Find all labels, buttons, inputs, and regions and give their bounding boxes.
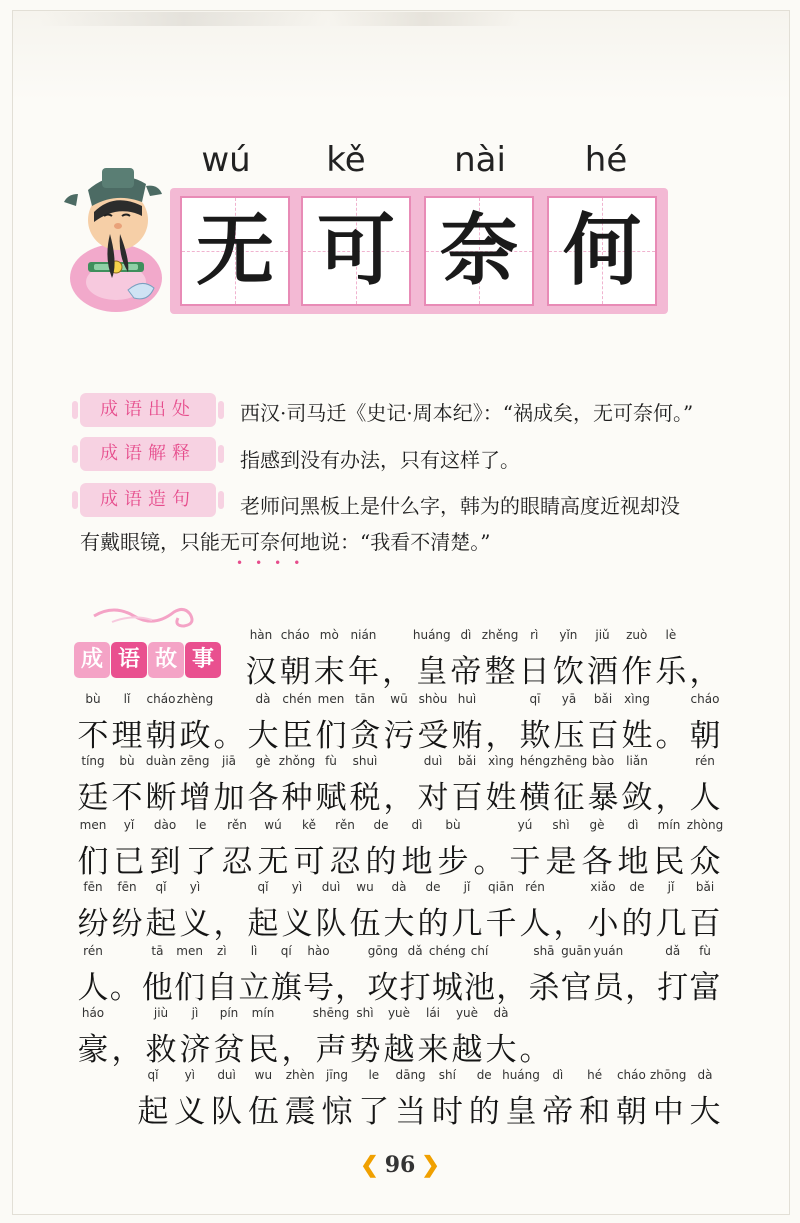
story-char: 暴 xyxy=(587,780,619,816)
story-pinyin: rěn xyxy=(227,818,247,832)
story-pinyin: bù xyxy=(85,692,101,706)
story-char: 惊 xyxy=(321,1094,353,1130)
story-pinyin: yā xyxy=(561,692,577,706)
story-pinyin: wú xyxy=(264,818,282,832)
story-char: 的 xyxy=(365,844,397,880)
story-char: 于 xyxy=(509,844,541,880)
story-pinyin: dà xyxy=(493,1006,509,1020)
story-tag-char: 故 xyxy=(148,642,184,678)
example-text-line-1: 老师问黑板上是什么字，韩为的眼睛高度近视却没 xyxy=(240,494,680,518)
story-char: 百 xyxy=(451,780,483,816)
story-pinyin: qǐ xyxy=(257,880,269,894)
story-tag-char: 事 xyxy=(185,642,221,678)
story-char: 人 xyxy=(519,906,551,942)
story-char: 越 xyxy=(451,1032,483,1068)
story-char: 队 xyxy=(211,1094,243,1130)
story-pinyin: fēn xyxy=(83,880,103,894)
title-pinyin-2: kě xyxy=(326,140,366,180)
story-char: 日 xyxy=(518,654,550,690)
story-pinyin: chí xyxy=(470,944,489,958)
story-pinyin: zhǒng xyxy=(278,754,316,768)
story-char: 到 xyxy=(149,844,181,880)
story-char: 攻 xyxy=(367,970,399,1006)
story-char: ， xyxy=(485,718,517,754)
story-char: 民 xyxy=(653,844,685,880)
story-pinyin: hé xyxy=(587,1068,603,1082)
emphasis-dots: •••• xyxy=(236,556,313,570)
story-pinyin: jiǔ xyxy=(595,628,610,642)
story-pinyin: le xyxy=(368,1068,380,1082)
story-char: 官 xyxy=(560,970,592,1006)
story-char: 人 xyxy=(77,970,109,1006)
story-pinyin: liǎn xyxy=(626,754,648,768)
story-char: 起 xyxy=(137,1094,169,1130)
story-char: 姓 xyxy=(621,718,653,754)
story-pinyin: huáng xyxy=(502,1068,540,1082)
section-tag-meaning: 成语解释 xyxy=(80,437,216,471)
story-pinyin: jiā xyxy=(221,754,237,768)
story-char: 敛 xyxy=(621,780,653,816)
story-char: 贪 xyxy=(349,718,381,754)
story-pinyin: yǐ xyxy=(123,818,135,832)
story-char: 帝 xyxy=(542,1094,574,1130)
story-pinyin: lái xyxy=(425,1006,441,1020)
story-pinyin: zhěng xyxy=(481,628,519,642)
story-char: 了 xyxy=(185,844,217,880)
story-pinyin: cháo xyxy=(280,628,310,642)
story-pinyin: mín xyxy=(251,1006,275,1020)
story-char: 廷 xyxy=(77,780,109,816)
story-tag-char: 语 xyxy=(111,642,147,678)
story-char: 税 xyxy=(349,780,381,816)
story-pinyin: zhèn xyxy=(285,1068,315,1082)
story-pinyin: de xyxy=(629,880,645,894)
story-char: 几 xyxy=(451,906,483,942)
story-char: 政 xyxy=(179,718,211,754)
story-char: 来 xyxy=(417,1032,449,1068)
story-pinyin: qiān xyxy=(488,880,514,894)
story-pinyin: qí xyxy=(280,944,292,958)
story-pinyin: duàn xyxy=(145,754,177,768)
story-char: 城 xyxy=(431,970,463,1006)
story-pinyin: cháo xyxy=(690,692,720,706)
story-pinyin: bào xyxy=(591,754,615,768)
source-text: 西汉·司马迁《史记·周本纪》：“祸成矣，无可奈何。” xyxy=(240,401,694,425)
title-char: 奈 xyxy=(439,206,518,296)
story-char: 朝 xyxy=(615,1094,647,1130)
story-char: 汉 xyxy=(245,654,277,690)
story-pinyin: yuè xyxy=(387,1006,411,1020)
story-char: 皇 xyxy=(505,1094,537,1130)
story-char: 义 xyxy=(179,906,211,942)
story-char: 大 xyxy=(247,718,279,754)
story-char: ， xyxy=(496,970,528,1006)
story-char: 不 xyxy=(111,780,143,816)
story-char: 压 xyxy=(553,718,585,754)
story-char: 受 xyxy=(417,718,449,754)
story-pinyin: guān xyxy=(561,944,592,958)
story-pinyin: bù xyxy=(445,818,461,832)
story-char: 。 xyxy=(473,844,505,880)
story-pinyin: yuè xyxy=(455,1006,479,1020)
story-char: 饮 xyxy=(552,654,584,690)
story-pinyin: yì xyxy=(189,880,201,894)
story-char: 了 xyxy=(358,1094,390,1130)
story-pinyin: cháo xyxy=(146,692,176,706)
story-char: 已 xyxy=(113,844,145,880)
story-char: 的 xyxy=(417,906,449,942)
story-char: 起 xyxy=(145,906,177,942)
story-char: 越 xyxy=(383,1032,415,1068)
title-char: 何 xyxy=(562,206,641,296)
title-pinyin-3: nài xyxy=(454,140,506,180)
story-pinyin: bǎi xyxy=(457,754,477,768)
story-pinyin: héng xyxy=(519,754,551,768)
story-char: 增 xyxy=(179,780,211,816)
story-pinyin: shí xyxy=(438,1068,456,1082)
example-text-line-2: 有戴眼镜，只能无可奈何地说：“我看不清楚。” xyxy=(80,530,491,554)
story-pinyin: dǎ xyxy=(407,944,423,958)
story-pinyin: xiǎo xyxy=(590,880,616,894)
story-pinyin: zuò xyxy=(626,628,648,642)
page-number xyxy=(0,1152,800,1178)
story-pinyin: bǎi xyxy=(695,880,715,894)
story-char: 百 xyxy=(587,718,619,754)
story-char: 的 xyxy=(468,1094,500,1130)
story-char: 大 xyxy=(689,1094,721,1130)
story-char: 立 xyxy=(238,970,270,1006)
story-char: 纷 xyxy=(111,906,143,942)
story-char: 皇 xyxy=(416,654,448,690)
story-pinyin: fù xyxy=(325,754,337,768)
story-pinyin: hàn xyxy=(249,628,273,642)
story-pinyin: rén xyxy=(525,880,545,894)
title-cell xyxy=(180,196,290,306)
right-chevron-icon: ❯ xyxy=(421,1152,440,1178)
story-char: 可 xyxy=(293,844,325,880)
story-pinyin: gè xyxy=(589,818,605,832)
story-char: 势 xyxy=(349,1032,381,1068)
story-char: 朝 xyxy=(279,654,311,690)
story-pinyin: shòu xyxy=(418,692,448,706)
story-tag xyxy=(74,642,222,678)
idiom-title-box xyxy=(170,188,668,314)
story-char: 济 xyxy=(179,1032,211,1068)
story-char: 地 xyxy=(617,844,649,880)
story-pinyin: dāng xyxy=(395,1068,426,1082)
story-char: 。 xyxy=(655,718,687,754)
story-pinyin: dì xyxy=(460,628,472,642)
story-char: ， xyxy=(213,906,245,942)
story-char: 无 xyxy=(257,844,289,880)
story-char: 员 xyxy=(592,970,624,1006)
story-char: 众 xyxy=(689,844,721,880)
story-pinyin: dà xyxy=(391,880,407,894)
story-char: 打 xyxy=(657,970,689,1006)
story-char: 他 xyxy=(141,970,173,1006)
story-char: 。 xyxy=(109,970,141,1006)
story-pinyin: rěn xyxy=(335,818,355,832)
story-pinyin: duì xyxy=(321,880,341,894)
story-char: 们 xyxy=(174,970,206,1006)
story-pinyin: bù xyxy=(119,754,135,768)
story-char: 帝 xyxy=(450,654,482,690)
story-pinyin: jiù xyxy=(153,1006,169,1020)
story-char: 小 xyxy=(587,906,619,942)
story-pinyin: zhèng xyxy=(176,692,214,706)
story-char: 赋 xyxy=(315,780,347,816)
story-char: ， xyxy=(382,654,414,690)
story-pinyin: shì xyxy=(356,1006,374,1020)
story-char: 和 xyxy=(579,1094,611,1130)
swirl-ornament xyxy=(92,596,202,630)
story-pinyin: cháo xyxy=(616,1068,646,1082)
story-char: 的 xyxy=(621,906,653,942)
story-pinyin: xìng xyxy=(624,692,650,706)
story-pinyin: dì xyxy=(627,818,639,832)
title-cell xyxy=(301,196,411,306)
story-char: 声 xyxy=(315,1032,347,1068)
story-pinyin: gōng xyxy=(367,944,398,958)
story-char: 贫 xyxy=(213,1032,245,1068)
story-char: 整 xyxy=(484,654,516,690)
story-char: 义 xyxy=(174,1094,206,1130)
story-pinyin: mò xyxy=(319,628,339,642)
story-char: 步 xyxy=(437,844,469,880)
story-pinyin: huì xyxy=(457,692,477,706)
story-char: 贿 xyxy=(451,718,483,754)
story-char: ， xyxy=(689,654,721,690)
story-char: 对 xyxy=(417,780,449,816)
story-pinyin: háo xyxy=(81,1006,105,1020)
story-pinyin: tā xyxy=(151,944,164,958)
story-pinyin: duì xyxy=(217,1068,236,1082)
story-pinyin: qǐ xyxy=(155,880,167,894)
story-pinyin: bǎi xyxy=(593,692,613,706)
story-char: 姓 xyxy=(485,780,517,816)
story-char: 加 xyxy=(213,780,245,816)
story-pinyin: fēn xyxy=(117,880,137,894)
story-pinyin: yì xyxy=(184,1068,196,1082)
story-pinyin: jì xyxy=(191,1006,199,1020)
title-pinyin-4: hé xyxy=(584,140,628,180)
story-pinyin: chéng xyxy=(428,944,466,958)
story-pinyin: duì xyxy=(423,754,443,768)
story-pinyin: shā xyxy=(533,944,555,958)
story-char: 富 xyxy=(689,970,721,1006)
story-pinyin: nián xyxy=(350,628,377,642)
story-pinyin: tān xyxy=(355,692,375,706)
story-char: 征 xyxy=(553,780,585,816)
story-char: 纷 xyxy=(77,906,109,942)
story-pinyin: hào xyxy=(307,944,330,958)
story-char: 伍 xyxy=(349,906,381,942)
story-char: 自 xyxy=(206,970,238,1006)
story-pinyin: wu xyxy=(356,880,374,894)
story-pinyin: men xyxy=(176,944,203,958)
story-char: 理 xyxy=(111,718,143,754)
left-chevron-icon: ❮ xyxy=(360,1152,379,1178)
story-char: 是 xyxy=(545,844,577,880)
story-char: 们 xyxy=(315,718,347,754)
story-pinyin: dì xyxy=(552,1068,564,1082)
story-pinyin: yì xyxy=(291,880,303,894)
story-pinyin: shì xyxy=(552,818,570,832)
story-pinyin: dì xyxy=(411,818,423,832)
story-char: 当 xyxy=(395,1094,427,1130)
story-char: 断 xyxy=(145,780,177,816)
story-char: 作 xyxy=(621,654,653,690)
story-char: 豪 xyxy=(77,1032,109,1068)
story-pinyin: shēng xyxy=(312,1006,350,1020)
story-pinyin: gè xyxy=(255,754,271,768)
story-pinyin: lǐ xyxy=(123,692,131,706)
story-pinyin: qī xyxy=(529,692,541,706)
story-char: ， xyxy=(553,906,585,942)
story-char: 。 xyxy=(213,718,245,754)
story-pinyin: men xyxy=(317,692,345,706)
story-char: 各 xyxy=(581,844,613,880)
story-pinyin: shuì xyxy=(352,754,378,768)
story-pinyin: yǐn xyxy=(559,628,578,642)
story-pinyin: zhōng xyxy=(649,1068,687,1082)
story-pinyin: yuán xyxy=(593,944,624,958)
story-char: 朝 xyxy=(145,718,177,754)
story-char: 地 xyxy=(401,844,433,880)
story-char: 污 xyxy=(383,718,415,754)
story-char: ， xyxy=(625,970,657,1006)
story-pinyin: le xyxy=(195,818,207,832)
story-pinyin: dǎ xyxy=(665,944,681,958)
story-char: 伍 xyxy=(247,1094,279,1130)
paper-scuff xyxy=(40,12,520,26)
story-pinyin: jǐ xyxy=(463,880,471,894)
title-cell xyxy=(424,196,534,306)
story-pinyin: tíng xyxy=(81,754,105,768)
story-char: 种 xyxy=(281,780,313,816)
story-pinyin: rén xyxy=(695,754,715,768)
story-pinyin: de xyxy=(476,1068,492,1082)
story-char: ， xyxy=(111,1032,143,1068)
story-pinyin: dà xyxy=(697,1068,713,1082)
story-pinyin: dào xyxy=(153,818,177,832)
story-pinyin: wū xyxy=(390,692,408,706)
story-char: 千 xyxy=(485,906,517,942)
story-pinyin: fù xyxy=(699,944,711,958)
story-char: 杀 xyxy=(528,970,560,1006)
story-pinyin: yú xyxy=(517,818,533,832)
story-char: ， xyxy=(281,1032,313,1068)
story-char: 大 xyxy=(383,906,415,942)
story-char: 几 xyxy=(655,906,687,942)
story-pinyin: de xyxy=(373,818,389,832)
story-pinyin: kě xyxy=(302,818,316,832)
story-pinyin: zì xyxy=(217,944,227,958)
story-char: 朝 xyxy=(689,718,721,754)
story-pinyin: zēng xyxy=(180,754,210,768)
story-char: 臣 xyxy=(281,718,313,754)
story-pinyin: pín xyxy=(219,1006,239,1020)
story-pinyin: men xyxy=(79,818,107,832)
story-char: 救 xyxy=(145,1032,177,1068)
story-pinyin: wu xyxy=(254,1068,273,1082)
story-char: 忍 xyxy=(221,844,253,880)
story-char: 。 xyxy=(519,1032,551,1068)
story-char: 旗 xyxy=(270,970,302,1006)
story-char: 起 xyxy=(247,906,279,942)
story-tag-char: 成 xyxy=(74,642,110,678)
title-char: 可 xyxy=(316,206,395,296)
story-pinyin: dà xyxy=(255,692,271,706)
section-tag-example: 成语造句 xyxy=(80,483,216,517)
meaning-text: 指感到没有办法，只有这样了。 xyxy=(240,448,520,472)
story-char: 年 xyxy=(347,654,379,690)
story-pinyin: lè xyxy=(665,628,677,642)
story-char: 义 xyxy=(281,906,313,942)
story-char: 队 xyxy=(315,906,347,942)
story-char: ， xyxy=(335,970,367,1006)
story-char: ， xyxy=(383,780,415,816)
story-char: 百 xyxy=(689,906,721,942)
story-char: 乐 xyxy=(655,654,687,690)
story-pinyin: qǐ xyxy=(147,1068,159,1082)
story-pinyin: huáng xyxy=(412,628,451,642)
story-char: 中 xyxy=(652,1094,684,1130)
story-pinyin: de xyxy=(425,880,441,894)
page-number-value: 96 xyxy=(384,1152,416,1178)
story-char: 欺 xyxy=(519,718,551,754)
story-pinyin: chén xyxy=(282,692,312,706)
story-char: 不 xyxy=(77,718,109,754)
story-char: 震 xyxy=(284,1094,316,1130)
story-pinyin: zhēng xyxy=(550,754,588,768)
story-char: ， xyxy=(655,780,687,816)
story-char: 池 xyxy=(464,970,496,1006)
story-pinyin: lì xyxy=(250,944,258,958)
story-pinyin: xìng xyxy=(488,754,514,768)
story-pinyin: rì xyxy=(530,628,539,642)
story-pinyin: zhòng xyxy=(686,818,724,832)
story-char: 们 xyxy=(77,844,109,880)
story-char: 横 xyxy=(519,780,551,816)
story-char: 民 xyxy=(247,1032,279,1068)
story-char: 大 xyxy=(485,1032,517,1068)
title-char: 无 xyxy=(195,206,274,296)
story-pinyin: jīng xyxy=(326,1068,348,1082)
title-cell xyxy=(547,196,657,306)
story-char: 酒 xyxy=(587,654,619,690)
story-pinyin: rén xyxy=(83,944,103,958)
section-tag-source: 成语出处 xyxy=(80,393,216,427)
story-char: 人 xyxy=(689,780,721,816)
title-pinyin-1: wú xyxy=(201,140,251,180)
story-char: 打 xyxy=(399,970,431,1006)
story-char: 忍 xyxy=(329,844,361,880)
story-char: 各 xyxy=(247,780,279,816)
story-char: 号 xyxy=(302,970,334,1006)
title-pinyin xyxy=(0,140,800,180)
story-pinyin: jǐ xyxy=(667,880,675,894)
story-char: 末 xyxy=(313,654,345,690)
story-pinyin: mín xyxy=(657,818,681,832)
story-char: 时 xyxy=(431,1094,463,1130)
